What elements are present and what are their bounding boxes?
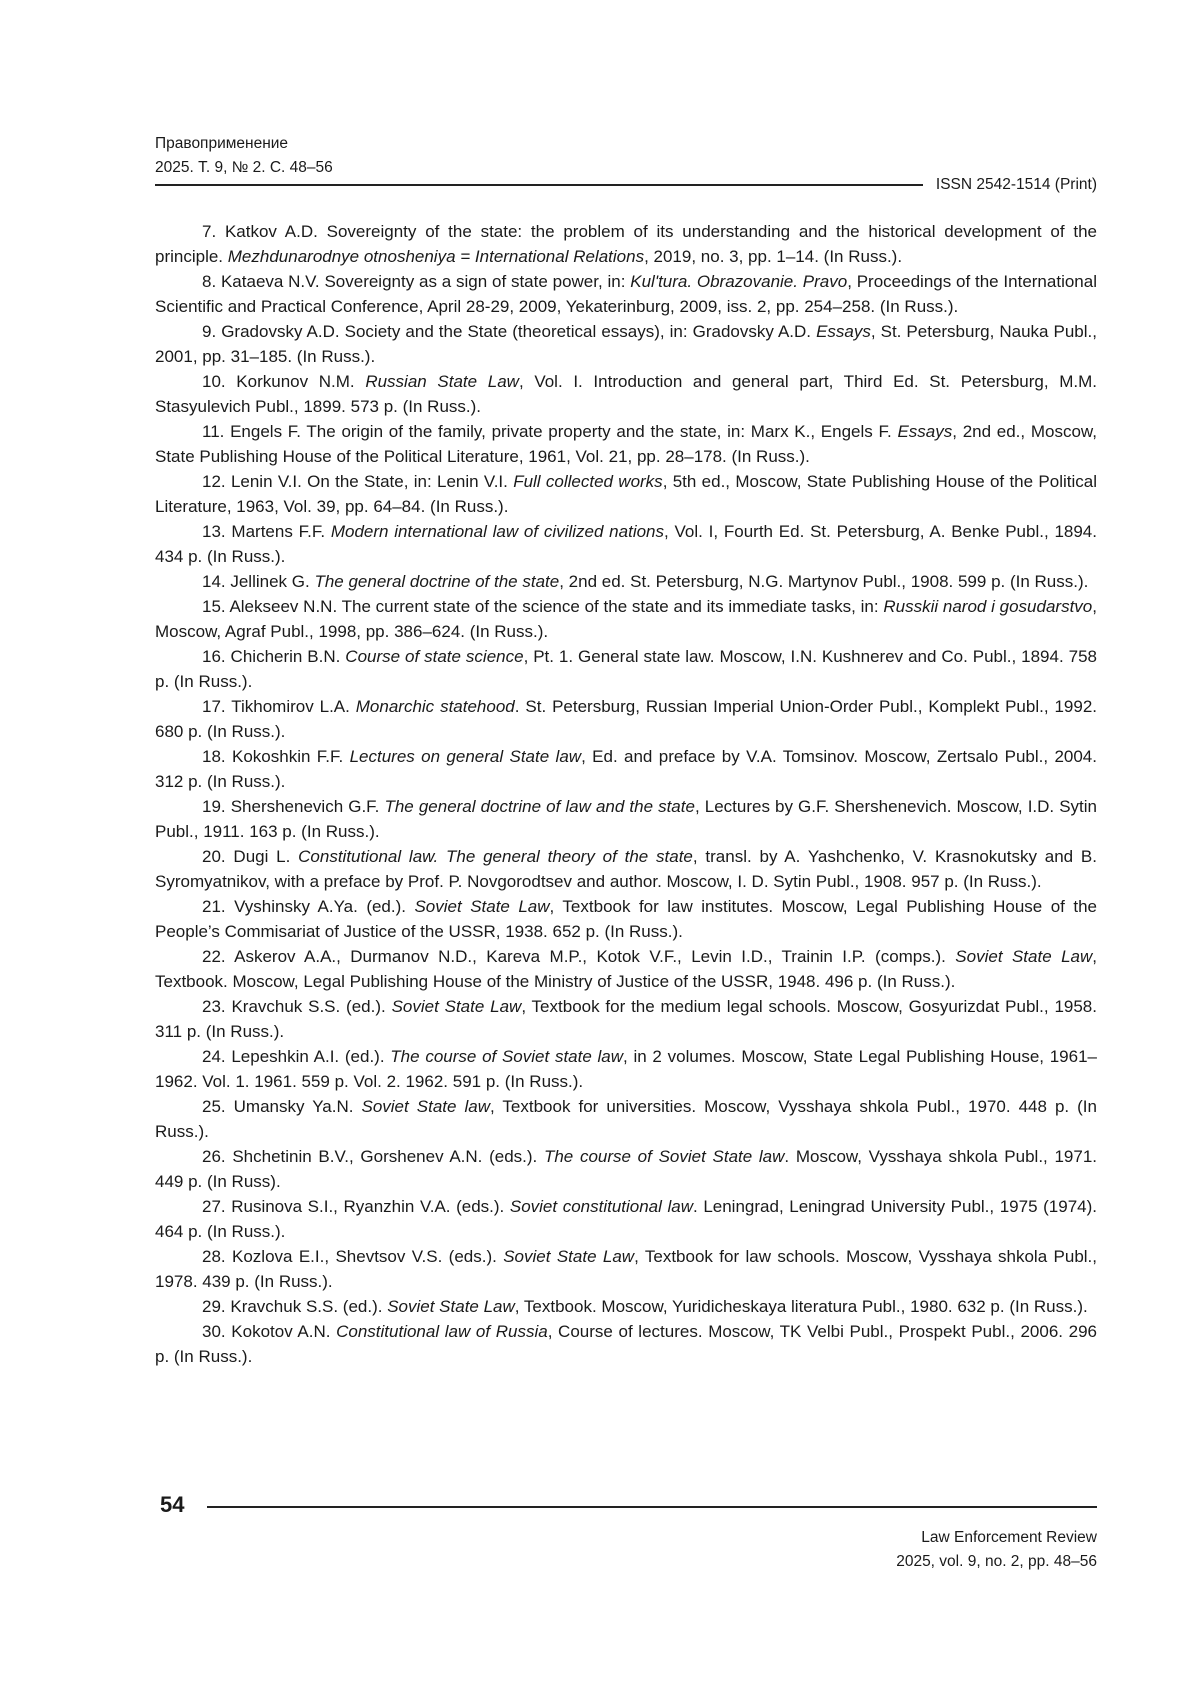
citation-en: 2025, vol. 9, no. 2, pp. 48–56 bbox=[896, 1553, 1097, 1570]
journal-title-en: Law Enforcement Review bbox=[921, 1529, 1097, 1546]
reference-item bbox=[155, 1319, 1097, 1369]
reference-text: . Leningrad, Leningrad University Publ., 1975 (1974). 464 p. (In Russ.). bbox=[155, 1197, 1097, 1241]
reference-text: , Vol. I, Fourth Ed. St. Petersburg, A. Benke Publ., 1894. 434 p. (In Russ.). bbox=[155, 522, 1097, 566]
reference-text: 7. Katkov A.D. Sovereignty of the state: the problem of its understanding and the historical development of the principle. bbox=[155, 222, 1097, 266]
reference-list bbox=[155, 219, 1097, 1369]
reference-text: , Proceedings of the International Scientific and Practical Conference, April 28-29, 2009, Yekaterinburg, 2009, iss. 2, pp. 254–258. (In Russ.). bbox=[155, 272, 1097, 316]
reference-text: . Moscow, Vysshaya shkola Publ., 1971. 449 p. (In Russ). bbox=[155, 1147, 1098, 1191]
reference-text: , Moscow, Agraf Publ., 1998, pp. 386–624. (In Russ.). bbox=[155, 597, 1097, 641]
reference-title-italic: Kul'tura. Obrazovanie. Pravo bbox=[630, 272, 848, 291]
reference-title-italic: Essays bbox=[897, 422, 953, 441]
reference-title-italic: Soviet State Law bbox=[387, 1297, 515, 1316]
reference-item bbox=[155, 744, 1097, 794]
reference-item bbox=[155, 269, 1097, 319]
page-number: 54 bbox=[160, 1492, 185, 1517]
reference-title-italic: Soviet State Law bbox=[955, 947, 1093, 966]
reference-text: 27. Rusinova S.I., Ryanzhin V.A. (eds.). bbox=[202, 1197, 510, 1216]
reference-title-italic: Soviet State Law bbox=[414, 897, 550, 916]
reference-title-italic: Soviet constitutional law bbox=[509, 1197, 694, 1216]
reference-text: , Pt. 1. General state law. Moscow, I.N. Kushnerev and Co. Publ., 1894. 758 p. (In Russ.). bbox=[155, 647, 1097, 691]
reference-title-italic: Full collected works bbox=[513, 472, 663, 491]
reference-item bbox=[155, 1144, 1097, 1194]
reference-title-italic: Soviet State Law bbox=[391, 997, 522, 1016]
reference-text: , Textbook for universities. Moscow, Vysshaya shkola Publ., 1970. 448 p. (In Russ.). bbox=[155, 1097, 1097, 1141]
reference-text: 24. Lepeshkin A.I. (ed.). bbox=[202, 1047, 391, 1066]
reference-title-italic: Modern international law of civilized nations bbox=[330, 522, 665, 541]
reference-item bbox=[155, 419, 1097, 469]
reference-text: , Lectures by G.F. Shershenevich. Moscow, I.D. Sytin Publ., 1911. 163 p. (In Russ.). bbox=[155, 797, 1098, 841]
reference-item bbox=[155, 219, 1097, 269]
running-footer-right bbox=[896, 1526, 1097, 1574]
reference-item bbox=[155, 569, 1097, 594]
reference-title-italic: Course of state science bbox=[345, 647, 524, 666]
reference-title-italic: Monarchic statehood bbox=[355, 697, 515, 716]
reference-title-italic: Constitutional law of Russia bbox=[336, 1322, 548, 1341]
issn-label: ISSN 2542-1514 (Print) bbox=[935, 176, 1097, 193]
reference-item bbox=[155, 1244, 1097, 1294]
reference-text: , Textbook. Moscow, Legal Publishing House of the Ministry of Justice of the USSR, 1948. 496 p. (In Russ.). bbox=[155, 947, 1098, 991]
reference-item bbox=[155, 1044, 1097, 1094]
reference-text: 22. Askerov A.A., Durmanov N.D., Kareva M.P., Kotok V.F., Levin I.D., Trainin I.P. (comps.). bbox=[202, 947, 956, 966]
reference-text: 20. Dugi L. bbox=[202, 847, 299, 866]
reference-text: 26. Shchetinin B.V., Gorshenev A.N. (eds.). bbox=[202, 1147, 544, 1166]
reference-item bbox=[155, 1294, 1097, 1319]
reference-title-italic: The course of Soviet State law bbox=[543, 1147, 785, 1166]
reference-title-italic: The general doctrine of law and the state bbox=[384, 797, 695, 816]
reference-text: 12. Lenin V.I. On the State, in: Lenin V.I. bbox=[202, 472, 514, 491]
reference-text: , Textbook for the medium legal schools. Moscow, Gosyurizdat Publ., 1958. 311 p. (In Russ.). bbox=[155, 997, 1097, 1041]
reference-text: , St. Petersburg, Nauka Publ., 2001, pp. 31–185. (In Russ.). bbox=[155, 322, 1097, 366]
reference-item bbox=[155, 694, 1097, 744]
reference-title-italic: Mezhdunarodnye otnosheniya = International Relations bbox=[227, 247, 645, 266]
reference-title-italic: Russian State Law bbox=[365, 372, 519, 391]
reference-item bbox=[155, 994, 1097, 1044]
reference-text: 19. Shershenevich G.F. bbox=[202, 797, 385, 816]
reference-title-italic: Soviet State law bbox=[361, 1097, 490, 1116]
reference-text: , Textbook. Moscow, Yuridicheskaya literatura Publ., 1980. 632 p. (In Russ.). bbox=[514, 1297, 1088, 1316]
reference-text: 14. Jellinek G. bbox=[202, 572, 315, 591]
reference-title-italic: The course of Soviet state law bbox=[390, 1047, 624, 1066]
reference-text: , transl. by A. Yashchenko, V. Krasnokutsky and B. Syromyatnikov, with a preface by Prof. P. Novgorodtsev and author. Moscow, I. D. Sytin Publ., 1908. 957 p. (In Russ.). bbox=[155, 847, 1097, 891]
reference-text: 15. Alekseev N.N. The current state of the science of the state and its immediate tasks, in: bbox=[202, 597, 884, 616]
reference-text: , 2nd ed. St. Petersburg, N.G. Martynov Publ., 1908. 599 p. (In Russ.). bbox=[559, 572, 1089, 591]
reference-text: 23. Kravchuk S.S. (ed.). bbox=[202, 997, 392, 1016]
running-header-left bbox=[155, 132, 333, 180]
reference-item bbox=[155, 319, 1097, 369]
reference-item bbox=[155, 1194, 1097, 1244]
reference-text: 13. Martens F.F. bbox=[202, 522, 331, 541]
reference-item bbox=[155, 469, 1097, 519]
reference-item bbox=[155, 894, 1097, 944]
citation-ru: 2025. Т. 9, № 2. С. 48–56 bbox=[155, 159, 333, 176]
reference-text: 9. Gradovsky A.D. Society and the State (theoretical essays), in: Gradovsky A.D. bbox=[202, 322, 817, 341]
journal-title-ru: Правоприменение bbox=[155, 135, 289, 152]
reference-text: 29. Kravchuk S.S. (ed.). bbox=[202, 1297, 388, 1316]
reference-text: 18. Kokoshkin F.F. bbox=[202, 747, 350, 766]
reference-title-italic: Lectures on general State law bbox=[349, 747, 582, 766]
reference-item bbox=[155, 594, 1097, 644]
reference-text: , in 2 volumes. Moscow, State Legal Publishing House, 1961–1962. Vol. 1. 1961. 559 p. Vol. 2. 1962. 591 p. (In Russ.). bbox=[155, 1047, 1097, 1091]
reference-item bbox=[155, 944, 1097, 994]
reference-text: , 5th ed., Moscow, State Publishing House of the Political Literature, 1963, Vol. 39, pp. 64–84. (In Russ.). bbox=[155, 472, 1097, 516]
reference-text: . St. Petersburg, Russian Imperial Union-Order Publ., Komplekt Publ., 1992. 680 p. (In Russ.). bbox=[155, 697, 1097, 741]
reference-text: 10. Korkunov N.M. bbox=[202, 372, 366, 391]
reference-title-italic: The general doctrine of the state bbox=[314, 572, 560, 591]
reference-text: 8. Kataeva N.V. Sovereignty as a sign of state power, in: bbox=[202, 272, 631, 291]
reference-text: , Vol. I. Introduction and general part, Third Ed. St. Petersburg, M.M. Stasyulevich Publ., 1899. 573 p. (In Russ.). bbox=[155, 372, 1097, 416]
reference-item bbox=[155, 844, 1097, 894]
reference-item bbox=[155, 644, 1097, 694]
reference-title-italic: Essays bbox=[816, 322, 871, 341]
reference-text: 11. Engels F. The origin of the family, private property and the state, in: Marx K., Engels F. bbox=[202, 422, 898, 441]
reference-item bbox=[155, 794, 1097, 844]
reference-text: , 2019, no. 3, pp. 1–14. (In Russ.). bbox=[644, 247, 903, 266]
reference-text: 16. Chicherin B.N. bbox=[202, 647, 346, 666]
reference-item bbox=[155, 369, 1097, 419]
reference-title-italic: Soviet State Law bbox=[503, 1247, 635, 1266]
reference-text: 28. Kozlova E.I., Shevtsov V.S. (eds.). bbox=[202, 1247, 504, 1266]
reference-text: 30. Kokotov A.N. bbox=[202, 1322, 337, 1341]
reference-text: , Textbook for law schools. Moscow, Vysshaya shkola Publ., 1978. 439 p. (In Russ.). bbox=[155, 1247, 1098, 1291]
reference-text: , Course of lectures. Moscow, TK Velbi Publ., Prospekt Publ., 2006. 296 p. (In Russ.). bbox=[155, 1322, 1097, 1366]
header-rule bbox=[155, 184, 923, 186]
reference-text: 17. Tikhomirov L.A. bbox=[202, 697, 356, 716]
reference-text: 21. Vyshinsky A.Ya. (ed.). bbox=[202, 897, 415, 916]
reference-title-italic: Russkii narod i gosudarstvo bbox=[883, 597, 1093, 616]
reference-item bbox=[155, 519, 1097, 569]
reference-text: , 2nd ed., Moscow, State Publishing House of the Political Literature, 1961, Vol. 21, pp. 28–178. (In Russ.). bbox=[155, 422, 1097, 466]
footer-rule bbox=[207, 1506, 1097, 1508]
reference-text: , Textbook for law institutes. Moscow, Legal Publishing House of the People’s Commisariat of Justice of the USSR, 1938. 652 p. (In Russ.). bbox=[155, 897, 1097, 941]
reference-text: 25. Umansky Ya.N. bbox=[202, 1097, 362, 1116]
reference-item bbox=[155, 1094, 1097, 1144]
reference-title-italic: Constitutional law. The general theory of the state bbox=[298, 847, 693, 866]
reference-text: , Ed. and preface by V.A. Tomsinov. Moscow, Zertsalo Publ., 2004. 312 p. (In Russ.). bbox=[155, 747, 1097, 791]
